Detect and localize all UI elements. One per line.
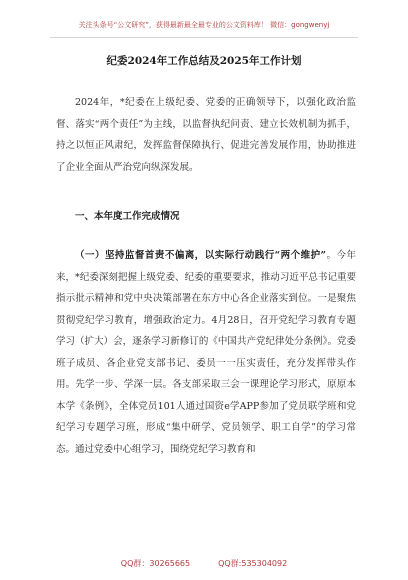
section-heading: 一、本年度工作完成情况: [75, 211, 180, 222]
item-paragraph: [56, 245, 356, 460]
header-divider: [50, 37, 358, 38]
header-banner: 关注头条号“公文研究”，获得最新最全最专业的公文资料库！ 微信：gongwenyj: [78, 21, 330, 29]
intro-paragraph: 2024年，*纪委在上级纪委、党委的正确领导下，以强化政治监督、落实“两个责任”为主线，以监督执纪问责、建立长效机制为抓手，持之以恒正风肃纪，发挥监督保障执行、促进完善发展作用，协助推进了企业全面从严治党向纵深发展。: [56, 97, 356, 173]
footer-qq-group-1: QQ群：30265665: [120, 559, 191, 568]
footer: [0, 558, 408, 570]
document-title: 纪委2024年工作总结及2025年工作计划: [106, 55, 302, 67]
item-lead: （一）坚持监督首责不偏离，以实际行动践行“两个维护”: [75, 250, 327, 261]
item-body: 。今年来，*纪委深刻把握上级党委、纪委的重要要求，推动习近平总书记重要指示批示精神和党中央决策部署在东方中心各企业落实到位。一是聚焦贯彻党纪学习教育，增强政治定力。4月28日，召开党纪学习教育专题学习（扩大）会，逐条学习新修订的《中国共产党纪律处分条例》。党委班子成员、各企业党支部书记、委员一一压实责任，充分发挥带头作用。先学一步、学深一层。各支部采取三会一课理论学习形式，原原本本学《条例》，全体党员101人通过国资e学APP参加了党员联学班和党纪学习专题学习班，形成“集中研学、党员领学、职工自学”的学习常态。通过党委中心组学习，围绕党纪学习教育和: [56, 250, 356, 455]
footer-qq-group-2: QQ群:535304092: [218, 559, 288, 568]
